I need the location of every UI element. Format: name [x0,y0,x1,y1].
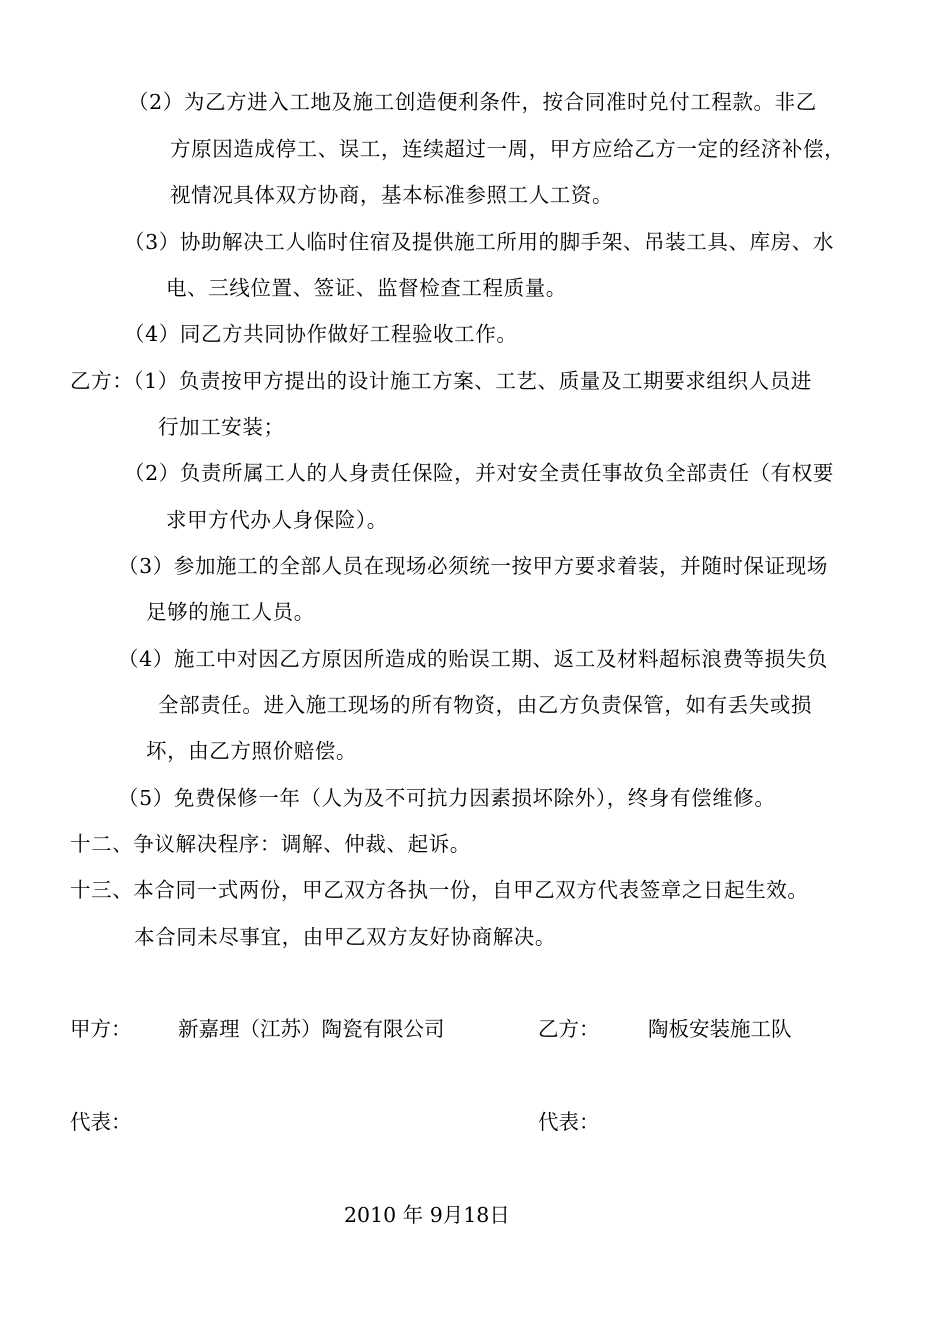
party-b-name: 陶板安装施工队 [648,1017,792,1041]
clause-line: 电、三线位置、签证、监督检查工程质量。 [166,276,567,300]
clause-line: 求甲方代办人身保险）。 [166,508,388,532]
clause-line: （4）施工中对因乙方原因所造成的贻误工期、返工及材料超标浪费等损失负 [118,647,828,671]
clause-line: （2）负责所属工人的人身责任保险，并对安全责任事故负全部责任（有权要 [124,461,834,485]
clause-line: （2）为乙方进入工地及施工创造便利条件，按合同准时兑付工程款。非乙 [128,90,817,114]
clause-line: 方原因造成停工、误工，连续超过一周，甲方应给乙方一定的经济补偿， [170,137,846,161]
party-a-name: 新嘉理（江苏）陶瓷有限公司 [178,1017,445,1041]
party-b-label: 乙方： [538,1017,600,1041]
clause-line: 坏，由乙方照价赔偿。 [146,739,357,763]
clause-line: 全部责任。进入施工现场的所有物资，由乙方负责保管，如有丢失或损 [158,693,813,717]
party-a-label: 甲方： [70,1017,132,1041]
rep-a-label: 代表： [70,1110,132,1134]
clause-line: 十三、本合同一式两份，甲乙双方各执一份，自甲乙双方代表签章之日起生效。 [70,878,809,902]
rep-b-label: 代表： [538,1110,600,1134]
clause-line: （4）同乙方共同协作做好工程验收工作。 [124,322,518,346]
clause-line: （5）免费保修一年（人为及不可抗力因素损坏除外），终身有偿维修。 [118,786,776,810]
clause-line: 视情况具体双方协商，基本标准参照工人工资。 [170,183,614,207]
clause-line: 乙方：（1）负责按甲方提出的设计施工方案、工艺、质量及工期要求组织人员进 [70,369,812,393]
clause-line: 足够的施工人员。 [146,600,315,624]
clause-line: 行加工安装； [158,415,285,439]
contract-date: 2010 年 9月18日 [344,1203,510,1227]
clause-line: （3）协助解决工人临时住宿及提供施工所用的脚手架、吊装工具、库房、水 [124,230,834,254]
clause-line: 十二、争议解决程序：调解、仲裁、起诉。 [70,832,471,856]
clause-line: （3）参加施工的全部人员在现场必须统一按甲方要求着装，并随时保证现场 [118,554,828,578]
clause-line: 本合同未尽事宜，由甲乙双方友好协商解决。 [134,925,556,949]
